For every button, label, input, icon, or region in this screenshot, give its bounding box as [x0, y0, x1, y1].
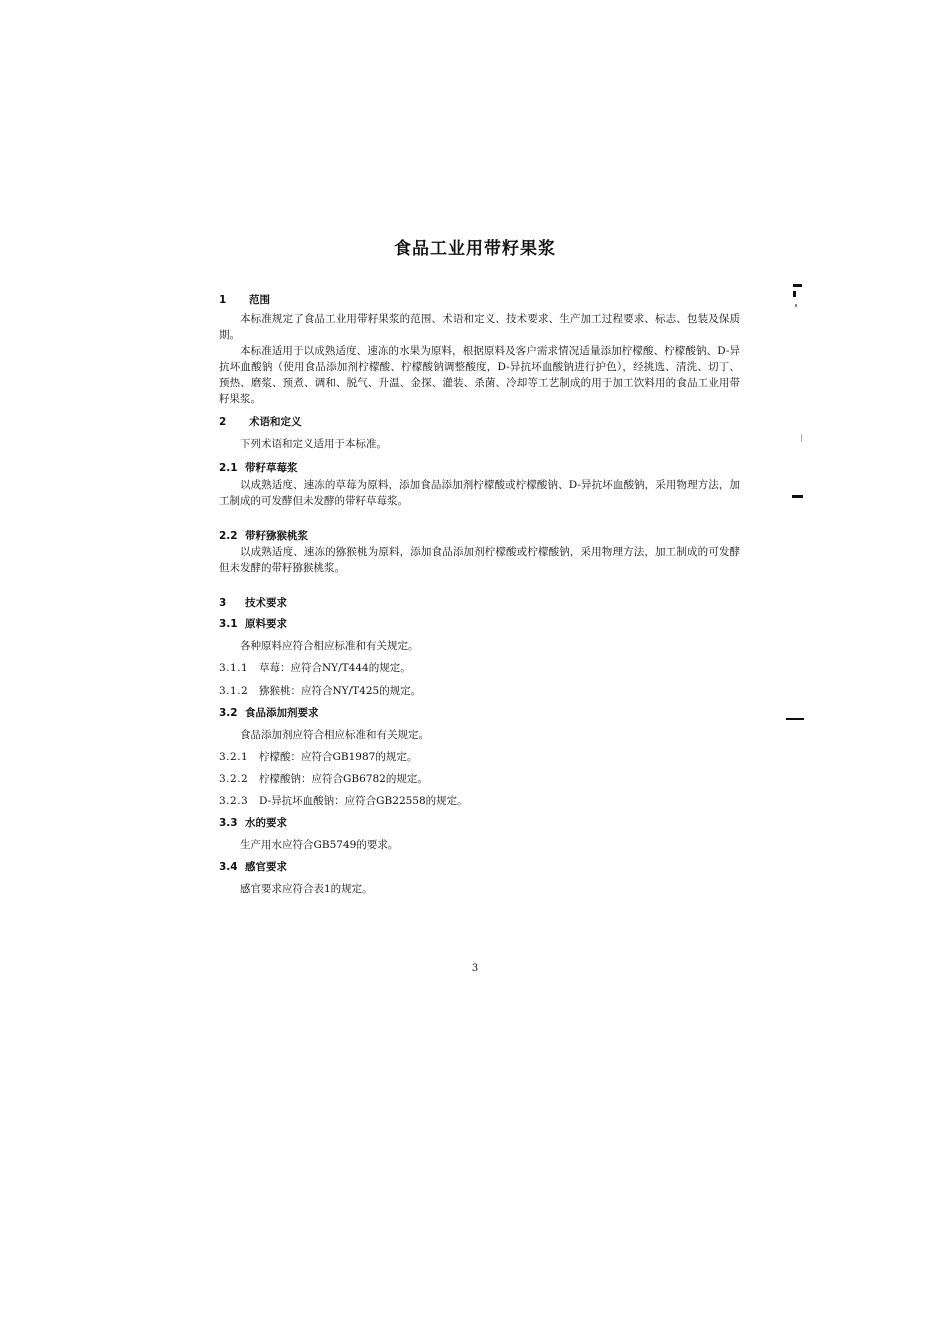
section-title: 技术要求 — [245, 597, 287, 609]
section-2-2-heading — [219, 528, 308, 543]
section-3-4-paragraph: 感官要求应符合表1的规定。 — [240, 883, 373, 895]
section-3-2-heading — [219, 705, 319, 720]
page-number: 3 — [471, 963, 479, 974]
section-number: 2.1 — [219, 462, 238, 474]
item-text: 草莓：应符合NY/T444的规定。 — [259, 662, 411, 674]
item-number: 3.1.1 — [219, 662, 249, 674]
section-3-1-paragraph: 各种原料应符合相应标准和有关规定。 — [240, 640, 419, 652]
item-number: 3.2.1 — [219, 751, 249, 763]
section-3-heading — [219, 595, 287, 610]
scan-mark — [793, 291, 796, 297]
section-number: 1 — [219, 294, 227, 306]
section-title: 带籽草莓浆 — [245, 462, 298, 474]
section-number: 3.2 — [219, 707, 238, 719]
section-2-1-paragraph: 以成熟适度、速冻的草莓为原料，添加食品添加剂柠檬酸或柠檬酸钠、D-异抗坏血酸钠，采用物理方法，加工制成的可发酵但未发酵的带籽草莓浆。 — [219, 479, 740, 507]
section-2-1-heading — [219, 460, 298, 475]
section-3-3-paragraph: 生产用水应符合GB5749的要求。 — [240, 839, 399, 851]
section-title: 感官要求 — [245, 861, 287, 873]
section-3-3-heading — [219, 815, 287, 830]
item-3-1-1 — [219, 660, 411, 675]
item-number: 3.1.2 — [219, 685, 249, 697]
item-text: D-异抗坏血酸钠：应符合GB22558的规定。 — [259, 795, 468, 807]
item-text: 柠檬酸钠：应符合GB6782的规定。 — [259, 773, 428, 785]
scan-mark — [786, 718, 804, 720]
item-3-2-3 — [219, 793, 468, 808]
item-3-2-1 — [219, 749, 417, 764]
section-number: 3 — [219, 597, 227, 609]
section-1-paragraph-1: 本标准规定了食品工业用带籽果浆的范围、术语和定义、技术要求、生产加工过程要求、标志、包装及保质期。 — [219, 313, 740, 341]
section-title: 范围 — [249, 294, 270, 306]
section-1-heading — [219, 292, 270, 307]
section-1-paragraph-2: 本标准适用于以成熟适度、速冻的水果为原料，根据原料及客户需求情况适量添加柠檬酸、柠檬酸钠、D-异抗坏血酸钠（使用食品添加剂柠檬酸、柠檬酸钠调整酸度，D-异抗坏血酸钠进行护色），经挑选、清洗、切丁、预热、磨浆、预煮、调和、脱气、升温、金探、灌装、杀菌、冷却等工艺制成的用于加工饮料用的食品工业用带籽果浆。 — [219, 345, 740, 405]
scan-mark — [801, 434, 802, 442]
item-number: 3.2.2 — [219, 773, 249, 785]
section-title: 食品添加剂要求 — [245, 707, 319, 719]
section-3-4-heading — [219, 859, 287, 874]
section-2-paragraph: 下列术语和定义适用于本标准。 — [240, 438, 387, 450]
scan-mark — [795, 304, 797, 307]
section-number: 3.1 — [219, 618, 238, 630]
section-title: 带籽猕猴桃浆 — [245, 530, 308, 542]
document-title: 食品工业用带籽果浆 — [394, 239, 556, 259]
item-3-1-2 — [219, 683, 421, 698]
section-number: 3.3 — [219, 817, 238, 829]
item-3-2-2 — [219, 771, 428, 786]
section-number: 3.4 — [219, 861, 238, 873]
item-number: 3.2.3 — [219, 795, 249, 807]
section-number: 2 — [219, 416, 227, 428]
section-title: 术语和定义 — [249, 416, 302, 428]
section-2-heading — [219, 414, 302, 429]
item-text: 猕猴桃：应符合NY/T425的规定。 — [259, 685, 422, 697]
section-number: 2.2 — [219, 530, 238, 542]
item-text: 柠檬酸：应符合GB1987的规定。 — [259, 751, 418, 763]
section-title: 水的要求 — [245, 817, 287, 829]
section-2-2-paragraph: 以成熟适度、速冻的猕猴桃为原料，添加食品添加剂柠檬酸或柠檬酸钠，采用物理方法，加工制成的可发酵但未发酵的带籽猕猴桃浆。 — [219, 546, 740, 574]
section-3-1-heading — [219, 616, 287, 631]
section-title: 原料要求 — [245, 618, 287, 630]
scan-mark — [792, 495, 803, 498]
section-3-2-paragraph: 食品添加剂应符合相应标准和有关规定。 — [240, 729, 429, 741]
scan-mark — [793, 284, 802, 287]
